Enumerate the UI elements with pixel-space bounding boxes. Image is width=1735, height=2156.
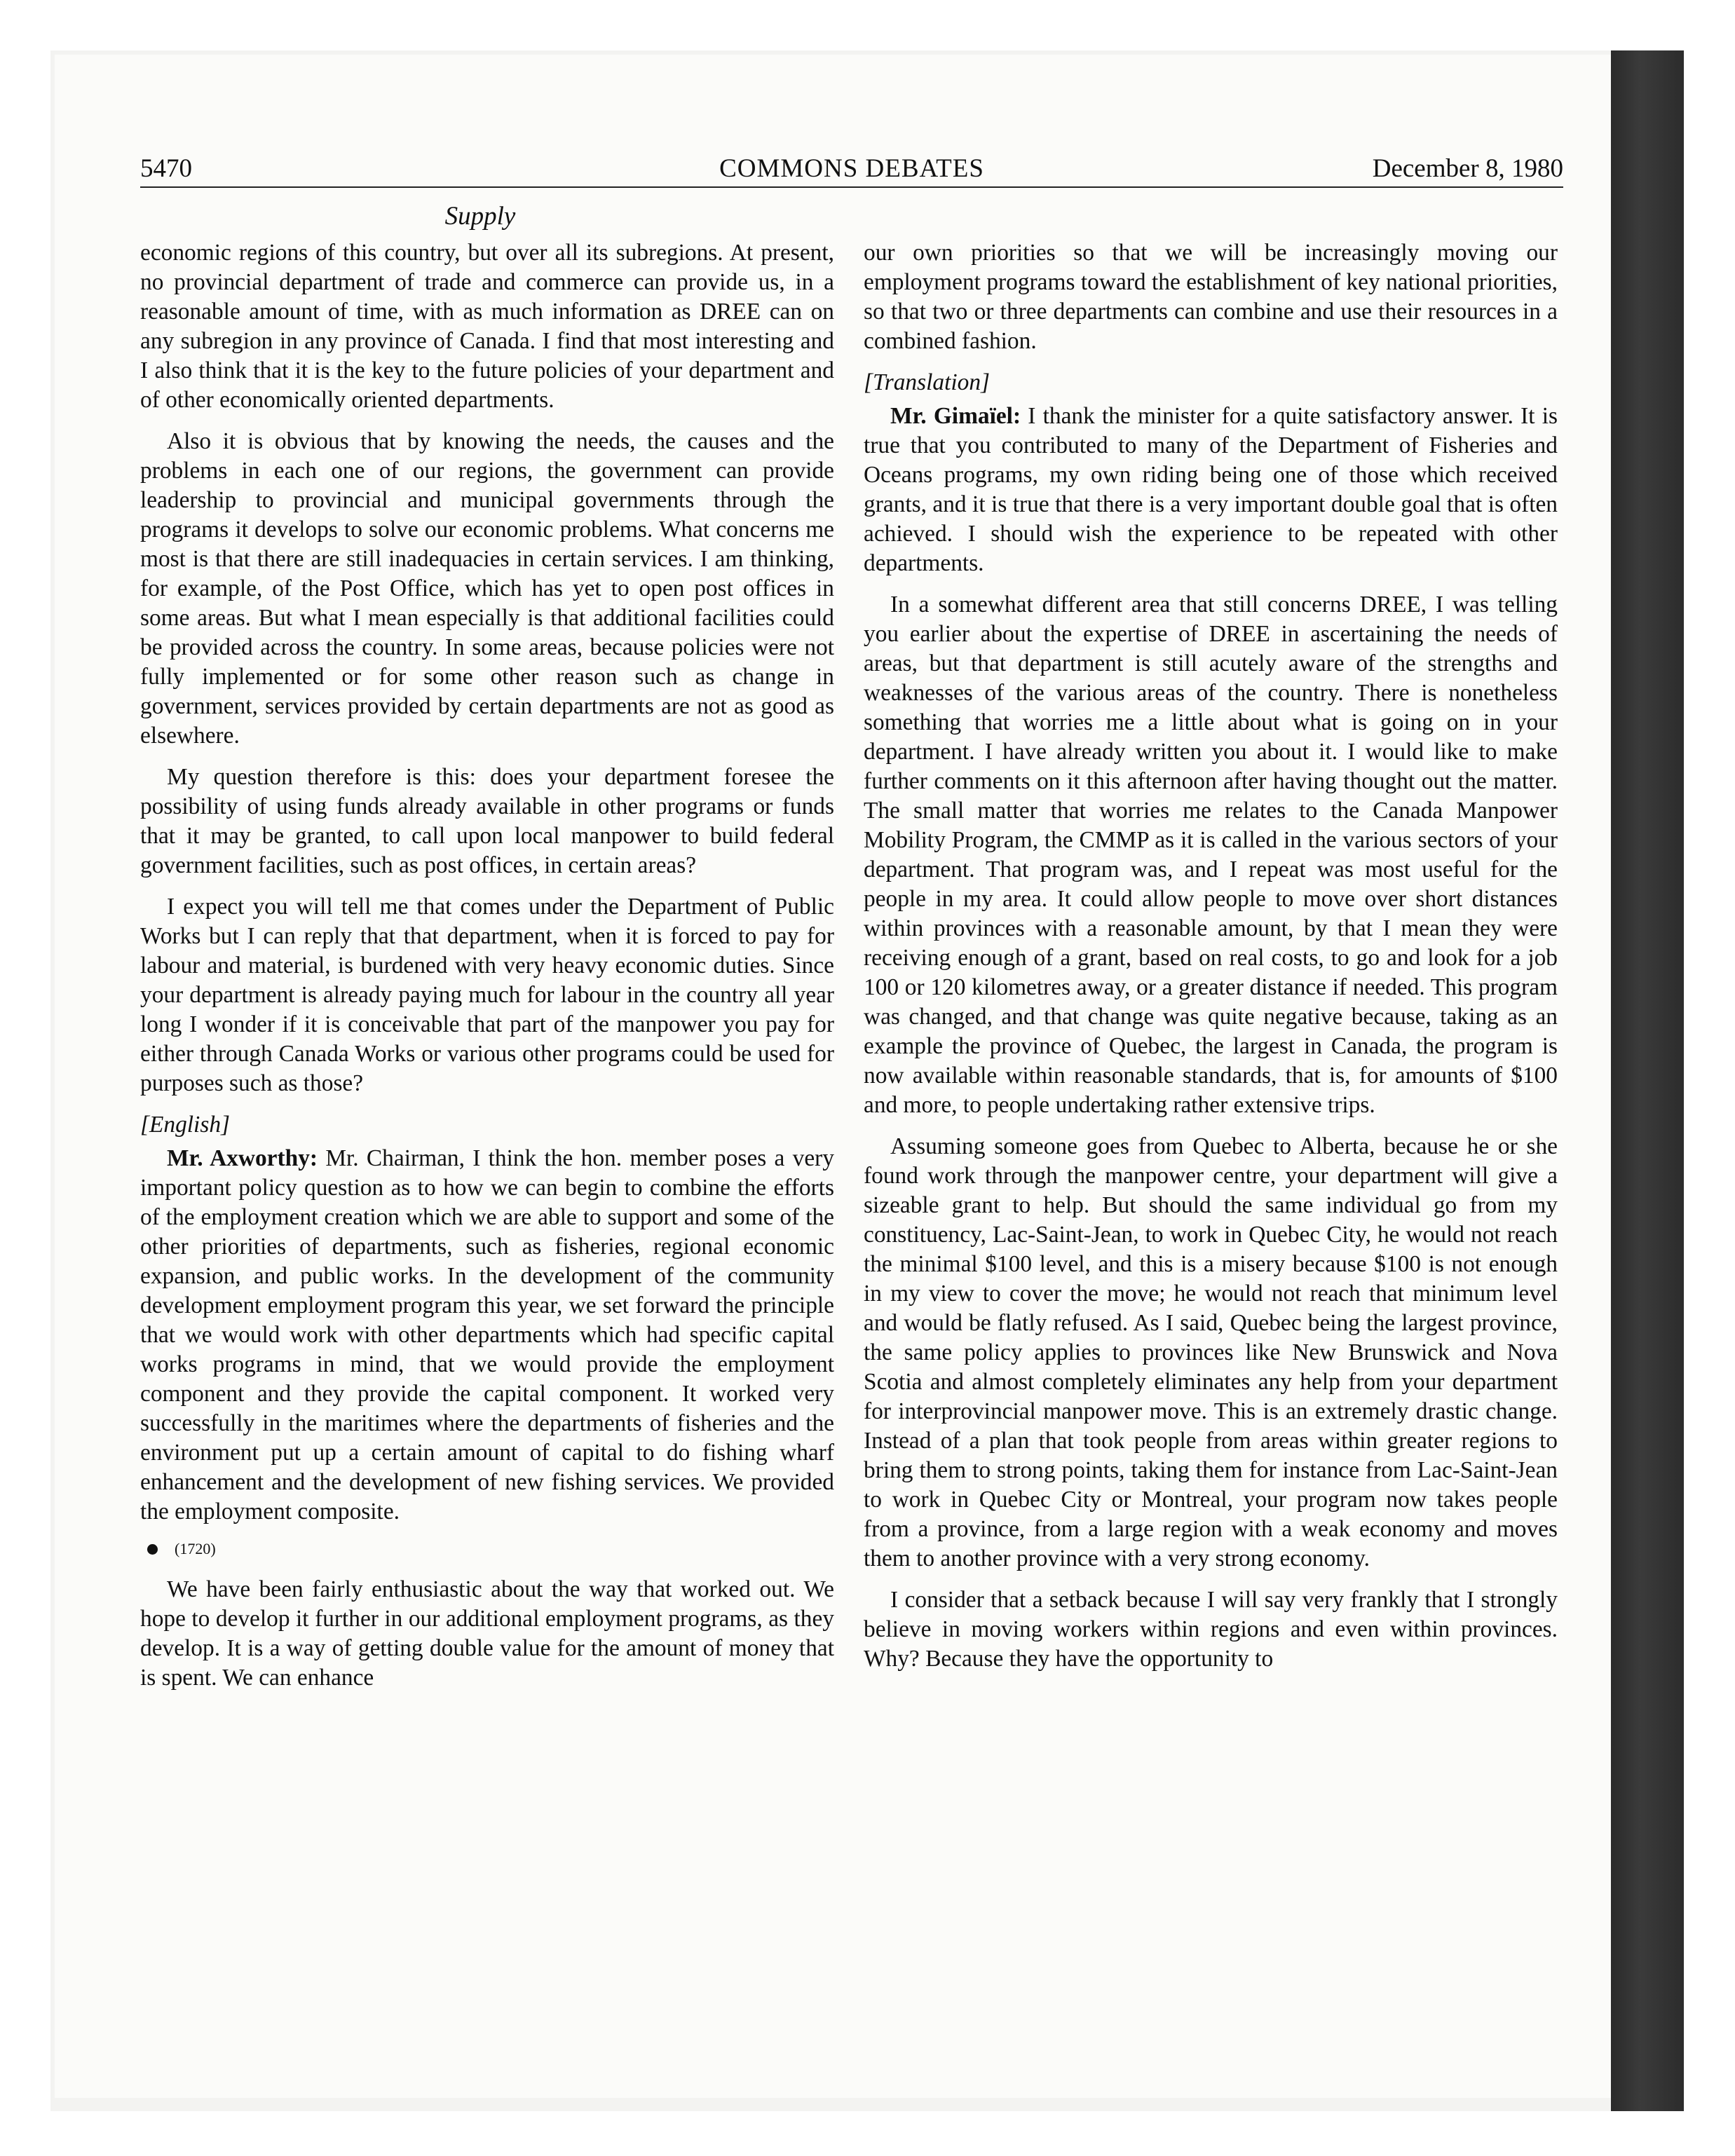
journal-title: COMMONS DEBATES	[719, 154, 984, 183]
section-label: Supply	[444, 202, 516, 231]
speech-paragraph	[864, 402, 1558, 578]
left-column	[140, 238, 834, 1705]
paragraph: Assuming someone goes from Quebec to Alberta, because he or she found work through the manpower centre, your department will give a sizeable grant to help. But should the same individual go from my constituency, Lac-Saint-Jean, to work in Quebec City, he would not reach the minimal $100 level, and this is a misery because $100 is not enough in my view to cover the move; he would not reach that minimum level and would be flatly refused. As I said, Quebec being the largest province, the same policy applies to provinces like New Brunswick and Nova Scotia and almost completely eliminates any help from your department for interprovincial manpower move. This is an extremely drastic change. Instead of a plan that took people from areas within greater regions to bring them to strong points, taking them for instance from Lac-Saint-Jean to work in Quebec City or Montreal, your program now takes people from a province, from a large region with a weak economy and moves them to another province with a very strong economy.	[864, 1133, 1558, 1571]
speech-text: Mr. Chairman, I think the hon. member poses a very important policy question as to how we can begin to combine the efforts of the employment creation which we are able to support and some of the other priorities of departments, such as fisheries, regional economic expansion, and public works. In the development of the community development employment program this year, we set forward the principle that we would work with other departments which had specific capital works programs in mind, that we would provide the employment component and they provide the capital component. It worked very successfully in the maritimes where the departments of fisheries and the environment put up a certain amount of capital to do fishing wharf enhancement and the development of new fishing services. We provided the employment composite.	[140, 1145, 834, 1524]
speaker-name: Mr. Axworthy:	[167, 1145, 318, 1171]
paragraph: My question therefore is this: does your department foresee the possibility of using funds already available in other programs or funds that it may be granted, to call upon local manpower to build federal government facilities, such as post offices, in certain areas?	[140, 764, 834, 878]
right-column	[864, 238, 1558, 1686]
speech-text: I thank the minister for a quite satisfactory answer. It is true that you contributed to many of the Department of Fisheries and Oceans programs, my own riding being one of those which received grants, and it is true that there is a very important double goal that is often achieved. I should wish the experience to be repeated with other departments.	[864, 403, 1558, 576]
paragraph: Also it is obvious that by knowing the needs, the causes and the problems in each one of our regions, the government can provide leadership to provincial and municipal governments through the programs it develops to solve our economic problems. What concerns me most is that there are still inadequacies in certain services. I am thinking, for example, of the Post Office, which has yet to open post offices in some areas. But what I mean especially is that additional facilities could be provided across the country. In some areas, because policies were not fully implemented or for some other reason such as change in government, services provided by certain departments are not as good as elsewhere.	[140, 428, 834, 749]
language-tag: [English]	[140, 1112, 231, 1138]
timestamp-text: (1720)	[175, 1540, 216, 1557]
binding-spine-edge	[1611, 50, 1684, 2111]
speaker-name: Mr. Gimaïel:	[890, 403, 1021, 429]
paragraph: We have been fairly enthusiastic about the way that worked out. We hope to develop it further in our additional employment programs, as they develop. It is a way of getting double value for the amount of money that is spent. We can enhance	[140, 1576, 834, 1691]
paragraph: our own priorities so that we will be increasingly moving our employment programs toward the establishment of key national priorities, so that two or three departments can combine and use their resources in a combined fashion.	[864, 240, 1558, 354]
paragraph: In a somewhat different area that still concerns DREE, I was telling you earlier about the expertise of DREE in ascertaining the needs of areas, but that department is still acutely aware of the strengths and weaknesses of the various areas of the country. There is nonetheless something that worries me a little about what is going on in your department. I have already written you about it. I would like to make further comments on it this afternoon after having thought out the matter. The small matter that worries me relates to the Canada Manpower Mobility Program, the CMMP as it is called in the various sectors of your department. That program was, and I repeat was most useful for the people in my area. It could allow people to move over short distances within provinces with a reasonable amount, by that I mean they were receiving enough of a grant, based on real costs, to go and look for a job 100 or 120 kilometres away, or a greater distance if needed. This program was changed, and that change was quite negative because, taking as an example the province of Quebec, the largest in Canada, the program is now available within reasonable standards, that is, for amounts of $100 and more, to people undertaking rather extensive trips.	[864, 592, 1558, 1118]
speech-paragraph	[140, 1144, 834, 1527]
timestamp-marker	[140, 1538, 834, 1560]
language-tag: [Translation]	[864, 369, 991, 395]
paragraph: I expect you will tell me that comes under the Department of Public Works but I can reply that that department, when it is forced to pay for labour and material, is burdened with very heavy economic duties. Since your department is already paying much for labour in the country all year long I wonder if it is conceivable that part of the manpower you pay for either through Canada Works or various other programs could be used for purposes such as those?	[140, 894, 834, 1096]
page-number: 5470	[140, 154, 192, 183]
page-date: December 8, 1980	[1372, 154, 1563, 183]
bullet-icon	[147, 1544, 158, 1555]
running-header	[140, 151, 1563, 188]
paragraph: I consider that a setback because I will say very frankly that I strongly believe in moving workers within regions and even within provinces. Why? Because they have the opportunity to	[864, 1587, 1558, 1672]
paragraph: economic regions of this country, but over all its subregions. At present, no provincial department of trade and commerce can provide us, in a reasonable amount of time, with as much information as DREE can on any subregion in any province of Canada. I find that most interesting and I also think that it is the key to the future policies of your department and of other economically oriented departments.	[140, 240, 834, 413]
